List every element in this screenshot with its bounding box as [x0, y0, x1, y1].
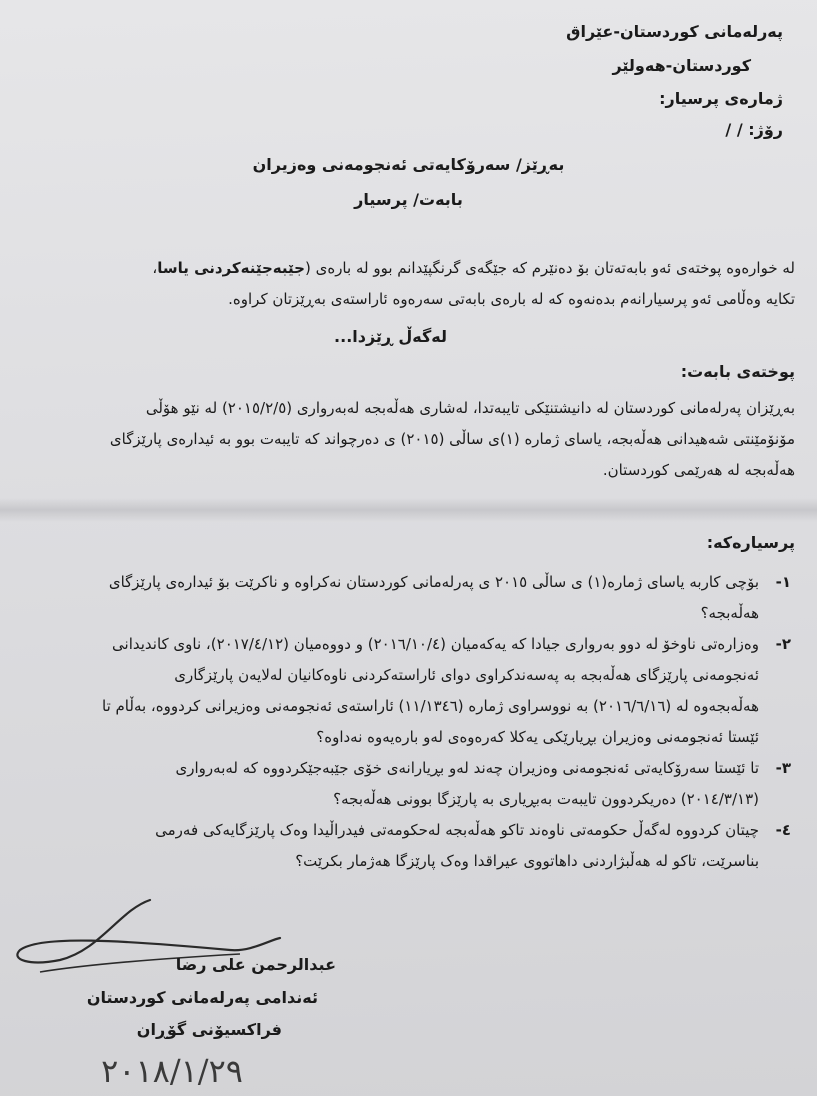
intro-topic: جێبەجێنەکردنی یاسا — [157, 259, 305, 277]
question-line: وەزارەتی ناوخۆ لە دوو بەرواری جیادا کە یەکەمیان (٢٠١٦/١٠/٤) و دووەمیان (٢٠١٧/٤/١٢)، ناوی کاندیدانی — [112, 635, 759, 653]
question-line: ئەنجومەنی پارێزگای هەڵەبجە بە پەسەندکراوی دوای ئاراستەکردنی ناوەکانیان لەلایەن پارێزگاری — [174, 666, 759, 684]
question-line: بۆچی کاربە یاسای ژمارە(١) ی ساڵی ٢٠١٥ ی پەرلەمانی کوردستان نەکراوە و ناکرێت بۆ ئیدارەی پارێزگای — [108, 573, 759, 591]
signer-name: عبدالرحمن علی رضا — [175, 955, 336, 974]
summary-title: پوختەی بابەت: — [680, 362, 795, 381]
question-number: ٣- — [775, 759, 791, 777]
paper-fold — [0, 498, 817, 522]
summary-paragraph — [18, 393, 795, 486]
question-line: هەڵەبجە؟ — [700, 604, 759, 622]
question-number: ٢- — [775, 635, 791, 653]
summary-line-3: هەڵەبجە لە هەرێمی کوردستان. — [602, 461, 795, 479]
header-parliament: پەرلەمانی کوردستان-عێراق — [566, 22, 783, 41]
summary-line-1: بەڕێزان پەرلەمانی کوردستان لە دانیشتنێکی تایبەتدا، لەشاری هەڵەبجە لەبەرواری (٢٠١٥/٢/٥) لە نێو هۆڵی — [145, 399, 795, 417]
questions-list — [14, 567, 795, 877]
question-line: ئێستا ئەنجومەنی وەزیران بڕیارێکی یەکلا کەرەوەی لەو بارەیەوە نەداوە؟ — [316, 728, 759, 746]
addressee: بەڕێز/ سەرۆکایەتی ئەنجومەنی وەزیران — [252, 155, 565, 174]
handwritten-signature — [0, 880, 320, 1000]
question-item — [14, 629, 795, 753]
question-line: هەڵەبجەوە لە (٢٠١٦/٦/١٦) بە نووسراوی ژمارە (١١/١٣٤٦) ئاراستەی ئەنجومەنی وەزیرانی کردووە، بەڵام تا — [102, 697, 759, 715]
regards: لەگەڵ ڕێزدا... — [334, 327, 447, 346]
intro-line-1-end: ، — [152, 259, 158, 277]
subject: بابەت/ پرسیار — [354, 190, 463, 209]
intro-line-1 — [18, 253, 795, 284]
signer-role: ئەندامی پەرلەمانی کوردستان — [86, 988, 318, 1007]
intro-line-2: تکایە وەڵامی ئەو پرسیارانەم بدەنەوە کە لە بارەی بابەتی سەرەوە ئاراستەی بەڕێزتان کراوە. — [228, 290, 795, 308]
question-number: ١- — [775, 573, 791, 591]
question-item — [14, 567, 795, 629]
question-item — [14, 753, 795, 815]
question-item — [14, 815, 795, 877]
header-location: کوردستان-هەولێر — [612, 56, 751, 75]
questions-title: پرسیارەکە: — [706, 533, 795, 552]
question-line: چیتان کردووە لەگەڵ حکومەتی ناوەند تاکو هەڵەبجە لەحکومەتی فیدراڵیدا وەک پارێزگایەکی فەرمی — [155, 821, 759, 839]
question-line: بناسرێت، تاکو لە هەڵبژاردنی داهاتووی عیراقدا وەک پارێزگا هەژمار بکرێت؟ — [295, 852, 759, 870]
question-line: (٢٠١٤/٣/١٣) دەریکردوون تایبەت بەبڕیاری بە پارێزگا بوونی هەڵەبجە؟ — [333, 790, 759, 808]
intro-line-1-text: لە خوارەوە پوختەی ئەو بابەتەتان بۆ دەنێرم کە جێگەی گرنگپێدانم بوو لە بارەی ( — [304, 259, 795, 277]
summary-line-2: مۆنۆمێنتی شەهیدانی هەڵەبجە، یاسای ژمارە (١)ی ساڵی (٢٠١٥) ی دەرچواند کە تایبەت بوو بە ئیدارەی پارێزگای — [109, 430, 795, 448]
question-number: ٤- — [775, 821, 791, 839]
intro-paragraph — [18, 253, 795, 315]
header-date: رۆژ: / / — [725, 120, 783, 139]
signer-faction: فراکسیۆنی گۆڕان — [136, 1020, 282, 1039]
question-line: تا ئێستا سەرۆکایەتی ئەنجومەنی وەزیران چەند لەو بڕیارانەی خۆی جێبەجێکردووە کە لەبەرواری — [175, 759, 759, 777]
handwritten-date: ٢٠١٨/١/٢٩ — [101, 1052, 243, 1090]
header-question-number: ژمارەی پرسیار: — [659, 89, 783, 108]
